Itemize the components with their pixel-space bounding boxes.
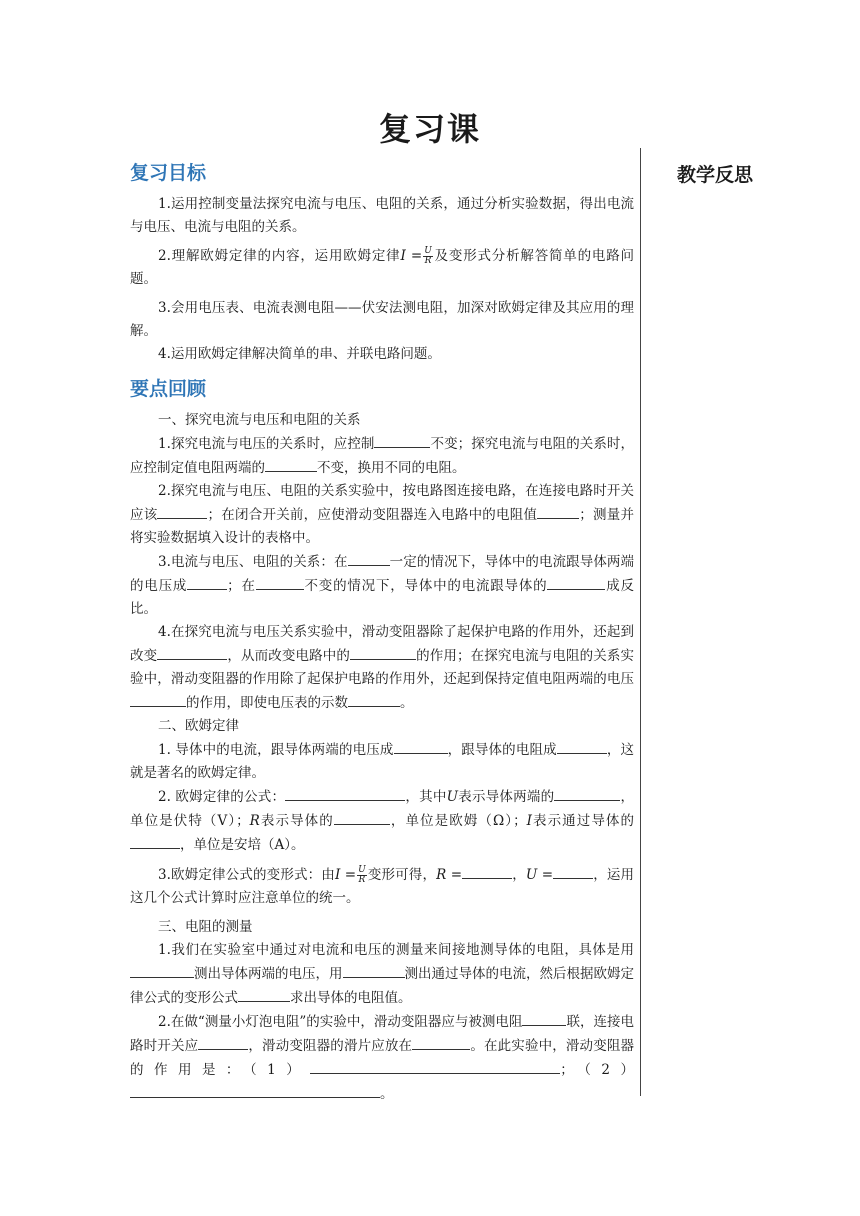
review-item-2-1: 1. 导体中的电流，跟导体两端的电压成 ，跟导体的电阻成 ，这就是著名的欧姆定律。 bbox=[130, 738, 634, 785]
main-content bbox=[130, 158, 634, 1106]
review-item-1-1: 1.探究电流与电压的关系时，应控制 不变；探究电流与电阻的关系时，应控制定值电阻两端的 不变，换用不同的电阻。 bbox=[130, 432, 634, 480]
part1-title: 一、探究电流与电压和电阻的关系 bbox=[158, 412, 361, 428]
part3-title: 三、电阻的测量 bbox=[158, 919, 253, 935]
column-divider bbox=[640, 148, 641, 1096]
objective-1: 1.运用控制变量法探究电流与电压、电阻的关系，通过分析实验数据，得出电流与电压、电流与电阻的关系。 bbox=[130, 196, 634, 235]
part2-title: 二、欧姆定律 bbox=[158, 718, 239, 734]
review-item-1-3: 3.电流与电压、电阻的关系：在 一定的情况下，导体中的电流跟导体两端的电压成 ；在 不变的情况下，导体中的电流跟导体的 成反比。 bbox=[130, 550, 634, 621]
ohm-fraction-2: $\frac{U}{R}$ bbox=[358, 865, 366, 885]
review-item-2-3: 3.欧姆定律公式的变形式：由I = $\frac{U}{R}$ 变形可得，R = ，U = ，运用这几个公式计算时应注意单位的统一。 bbox=[130, 865, 635, 906]
objective-2: 2.理解欧姆定律的内容，运用欧姆定律I = $\frac{U}{R}$ 及变形式分析解答简单的电路问题。 bbox=[130, 246, 635, 287]
review-heading: 要点回顾 bbox=[130, 378, 207, 400]
review-item-3-2: 2.在做“测量小灯泡电阻”的实验中，滑动变阻器应与被测电阻 联，连接电路时开关应 ，滑动变阻器的滑片应放在 。在此实验中，滑动变阻器的作用是：（1） ；（2）。 bbox=[130, 1010, 634, 1106]
page-title: 复习课 bbox=[378, 110, 481, 148]
objectives-heading: 复习目标 bbox=[130, 162, 207, 184]
objective-4: 4.运用欧姆定律解决简单的串、并联电路问题。 bbox=[158, 346, 441, 362]
review-item-1-4: 4.在探究电流与电压关系实验中，滑动变阻器除了起保护电路的作用外，还起到改变 ，从而改变电路中的 的作用；在探究电流与电阻的关系实验中，滑动变阻器的作用除了起保护电路的作用外，还起到保持定值电阻两端的电压的作用，即使电压表的示数 。 bbox=[130, 624, 634, 711]
review-item-3-1: 1.我们在实验室中通过对电流和电压的测量来间接地测导体的电阻，具体是用测出导体两端的电压，用 测出通过导体的电流，然后根据欧姆定律公式的变形公式 求出导体的电阻值。 bbox=[130, 942, 634, 1006]
objective-3: 3.会用电压表、电流表测电阻——伏安法测电阻，加深对欧姆定律及其应用的理解。 bbox=[130, 300, 634, 339]
teaching-reflection-title: 教学反思 bbox=[677, 164, 754, 186]
review-item-1-2: 2.探究电流与电压、电阻的关系实验中，按电路图连接电路，在连接电路时开关应该 ；在闭合开关前，应使滑动变阻器连入电路中的电阻值 ；测量并将实验数据填入设计的表格中。 bbox=[130, 483, 635, 546]
review-item-2-2: 2. 欧姆定律的公式： ，其中U表示导体两端的 ，单位是伏特（V）；R表示导体的 ，单位是欧姆（Ω）；I表示通过导体的，单位是安培（A）。 bbox=[130, 785, 634, 857]
ohm-fraction: $\frac{U}{R}$ bbox=[424, 246, 432, 266]
